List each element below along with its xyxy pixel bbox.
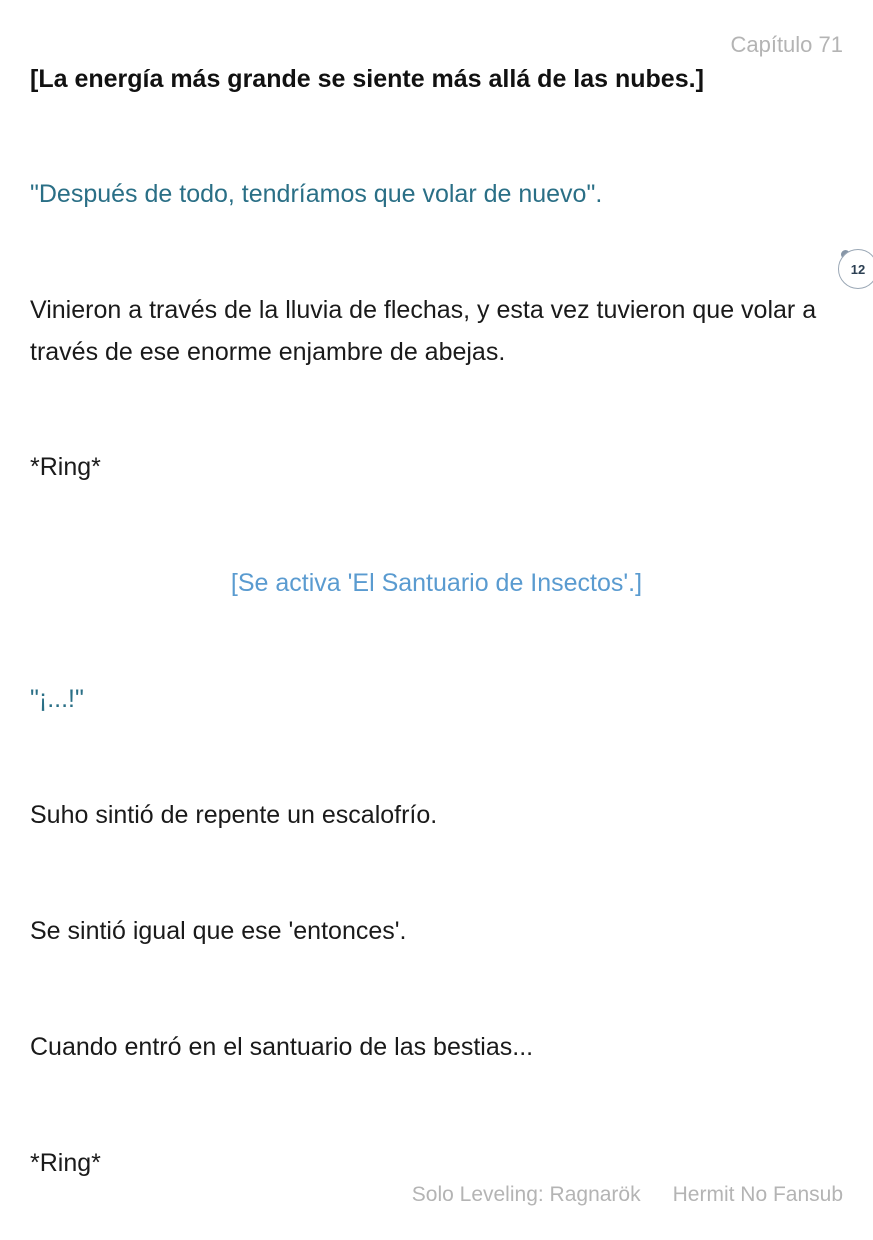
sound-effect: *Ring* [30, 1149, 101, 1177]
footer-translator: Hermit No Fansub [672, 1183, 843, 1206]
narration-paragraph: Cuando entró en el santuario de las bestias... [30, 1033, 534, 1061]
footer-title: Solo Leveling: Ragnarök [411, 1183, 641, 1206]
narration-paragraph: Vinieron a través de la lluvia de flechas, y esta vez tuvieron que volar a través de ese enorme enjambre de abejas. [30, 296, 817, 366]
dialogue-line: "¡...!" [30, 685, 84, 713]
sound-effect: *Ring* [30, 453, 101, 481]
system-message-bold: [La energía más grande se siente más allá de las nubes.] [30, 65, 704, 93]
page-footer [412, 1183, 843, 1207]
narration-paragraph: Suho sintió de repente un escalofrío. [30, 801, 438, 829]
system-message: [Se activa 'El Santuario de Insectos'.] [230, 569, 643, 597]
dialogue-line: "Después de todo, tendríamos que volar de nuevo". [30, 180, 603, 208]
page-number-badge[interactable]: 12 [838, 249, 873, 289]
chapter-label: Capítulo 71 [730, 32, 843, 57]
narration-paragraph: Se sintió igual que ese 'entonces'. [30, 917, 407, 945]
